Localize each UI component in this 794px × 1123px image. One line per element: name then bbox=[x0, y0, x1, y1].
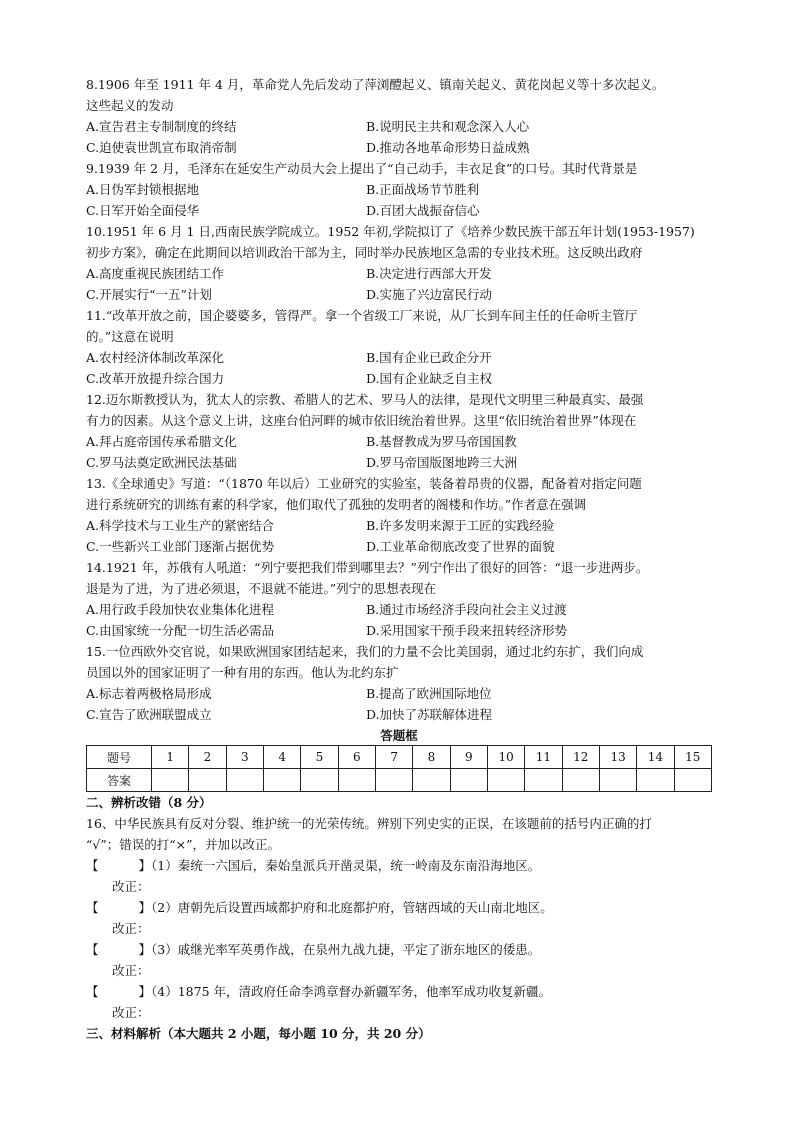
answer-grid-row-label: 答案 bbox=[87, 769, 152, 792]
answer-box-title: 答题框 bbox=[380, 728, 418, 743]
option-c[interactable]: C.改革开放提升综合国力 bbox=[86, 371, 225, 386]
question-stem: 员国以外的国家证明了一种有用的东西。他认为北约东扩 bbox=[86, 665, 399, 680]
question-14 bbox=[86, 557, 712, 641]
judgement-item-3 bbox=[86, 939, 712, 981]
option-b[interactable]: B.提高了欧洲国际地位 bbox=[366, 686, 492, 701]
judgement-bracket-open: 【 bbox=[86, 858, 99, 873]
option-b[interactable]: B.说明民主共和观念深入人心 bbox=[366, 119, 530, 134]
answer-cell[interactable] bbox=[338, 769, 375, 792]
option-b[interactable]: B.国有企业已政企分开 bbox=[366, 350, 492, 365]
question-stem: 初步方案》，确定在此期间以培训政治干部为主，同时举办民族地区急需的专业技术班。这反映出政府 bbox=[86, 245, 643, 260]
answer-cell[interactable] bbox=[674, 769, 711, 792]
judgement-item-1 bbox=[86, 855, 712, 897]
judgement-statement: （4）1875 年，清政府任命李鸿章督办新疆军务，他率军成功收复新疆。 bbox=[151, 984, 552, 999]
option-c[interactable]: C.一些新兴工业部门逐渐占据优势 bbox=[86, 539, 275, 554]
answer-cell[interactable] bbox=[562, 769, 599, 792]
question-9 bbox=[86, 158, 712, 221]
question-12 bbox=[86, 389, 712, 473]
answer-cell[interactable] bbox=[525, 769, 562, 792]
question-stem: 10.1951 年 6 月 1 日,西南民族学院成立。1952 年初,学院拟订了《培养少数民族干部五年计划(1953-1957) bbox=[86, 224, 695, 239]
answer-grid-number: 1 bbox=[152, 746, 189, 769]
judgement-bracket-close: 】 bbox=[138, 900, 152, 915]
answer-grid-number: 4 bbox=[263, 746, 300, 769]
answer-cell[interactable] bbox=[152, 769, 189, 792]
judgement-item-4 bbox=[86, 981, 712, 1023]
answer-cell[interactable] bbox=[189, 769, 226, 792]
option-c[interactable]: C.罗马法奠定欧洲民法基础 bbox=[86, 455, 237, 470]
option-b[interactable]: B.基督教成为罗马帝国国教 bbox=[366, 434, 517, 449]
answer-grid-number: 13 bbox=[599, 746, 636, 769]
question-8 bbox=[86, 74, 712, 158]
answer-grid-row-label: 题号 bbox=[87, 746, 152, 769]
option-c[interactable]: C.宣告了欧洲联盟成立 bbox=[86, 707, 212, 722]
option-a[interactable]: A.科学技术与工业生产的紧密结合 bbox=[86, 518, 275, 533]
option-c[interactable]: C.由国家统一分配一切生活必需品 bbox=[86, 623, 275, 638]
answer-cell[interactable] bbox=[413, 769, 450, 792]
question-stem: 8.1906 年至 1911 年 4 月，革命党人先后发动了萍浏醴起义、镇南关起义、黄花岗起义等十多次起义。 bbox=[86, 77, 665, 92]
option-d[interactable]: D.工业革命彻底改变了世界的面貌 bbox=[366, 539, 555, 554]
answer-cell[interactable] bbox=[637, 769, 674, 792]
option-d[interactable]: D.采用国家干预手段来扭转经济形势 bbox=[366, 623, 568, 638]
judgement-statement: （3）戚继光率军英勇作战，在泉州九战九捷，平定了浙东地区的倭患。 bbox=[151, 942, 541, 957]
answer-grid-number: 15 bbox=[674, 746, 711, 769]
correction-label: 改正： bbox=[112, 921, 150, 936]
answer-grid-number: 6 bbox=[338, 746, 375, 769]
answer-cell[interactable] bbox=[487, 769, 524, 792]
option-c[interactable]: C.迫使袁世凯宣布取消帝制 bbox=[86, 140, 237, 155]
question-11 bbox=[86, 305, 712, 389]
section-2-title: 二、辨析改错（8 分） bbox=[86, 795, 212, 810]
question-stem: 15.一位西欧外交官说，如果欧洲国家团结起来，我们的力量不会比美国弱，通过北约东扩，我们向成 bbox=[86, 644, 644, 659]
answer-grid-number-row bbox=[87, 746, 712, 769]
option-a[interactable]: A.农村经济体制改革深化 bbox=[86, 350, 225, 365]
judgement-bracket-open: 【 bbox=[86, 942, 99, 957]
answer-cell[interactable] bbox=[375, 769, 412, 792]
answer-grid-number: 9 bbox=[450, 746, 487, 769]
question-stem: 退是为了进，为了进必须退，不退就不能进。”列宁的思想表现在 bbox=[86, 581, 437, 596]
option-a[interactable]: A.拜占庭帝国传承希腊文化 bbox=[86, 434, 237, 449]
option-d[interactable]: D.加快了苏联解体进程 bbox=[366, 707, 493, 722]
question-stem: 11.“改革开放之前，国企婆婆多，管得严。拿一个省级工厂来说，从厂长到车间主任的任命听主管厅 bbox=[86, 308, 638, 323]
question-stem: 9.1939 年 2 月，毛泽东在延安生产动员大会上提出了“自己动手，丰衣足食”的口号。其时代背景是 bbox=[86, 161, 638, 176]
answer-grid-number: 3 bbox=[226, 746, 263, 769]
answer-cell[interactable] bbox=[226, 769, 263, 792]
option-c[interactable]: C.日军开始全面侵华 bbox=[86, 203, 200, 218]
answer-grid-answer-row bbox=[87, 769, 712, 792]
question-stem: 12.迈尔斯教授认为，犹太人的宗教、希腊人的艺术、罗马人的法律，是现代文明里三种最真实、最强 bbox=[86, 392, 644, 407]
answer-cell[interactable] bbox=[599, 769, 636, 792]
judgement-item-2 bbox=[86, 897, 712, 939]
question-13 bbox=[86, 473, 712, 557]
option-b[interactable]: B.通过市场经济手段向社会主义过渡 bbox=[366, 602, 567, 617]
correction-label: 改正： bbox=[112, 963, 150, 978]
judgement-bracket-close: 】 bbox=[138, 858, 152, 873]
answer-grid-number: 2 bbox=[189, 746, 226, 769]
question-10 bbox=[86, 221, 712, 305]
option-d[interactable]: D.国有企业缺乏自主权 bbox=[366, 371, 493, 386]
option-a[interactable]: A.高度重视民族团结工作 bbox=[86, 266, 225, 281]
option-c[interactable]: C.开展实行“一五”计划 bbox=[86, 287, 212, 302]
question-15 bbox=[86, 641, 712, 725]
judgement-bracket-close: 】 bbox=[138, 984, 152, 999]
answer-grid-number: 10 bbox=[487, 746, 524, 769]
answer-grid-number: 8 bbox=[413, 746, 450, 769]
answer-grid-number: 7 bbox=[375, 746, 412, 769]
judgement-bracket-open: 【 bbox=[86, 900, 99, 915]
question-stem: 的。”这意在说明 bbox=[86, 329, 174, 344]
section-3-title: 三、材料解析（本大题共 2 小题，每小题 10 分，共 20 分） bbox=[86, 1026, 431, 1041]
answer-grid-number: 11 bbox=[525, 746, 562, 769]
judgement-bracket-open: 【 bbox=[86, 984, 99, 999]
answer-grid-number: 14 bbox=[637, 746, 674, 769]
answer-grid-number: 12 bbox=[562, 746, 599, 769]
option-d[interactable]: D.罗马帝国版图地跨三大洲 bbox=[366, 455, 518, 470]
answer-grid bbox=[86, 745, 712, 792]
question-stem: 有力的因素。从这个意义上讲，这座台伯河畔的城市依旧统治着世界。这里“依旧统治着世界”体现在 bbox=[86, 413, 637, 428]
option-a[interactable]: A.日伪军封锁根据地 bbox=[86, 182, 200, 197]
answer-grid-number: 5 bbox=[301, 746, 338, 769]
answer-cell[interactable] bbox=[263, 769, 300, 792]
answer-cell[interactable] bbox=[450, 769, 487, 792]
question-16-intro: “√”；错误的打“×”，并加以改正。 bbox=[86, 837, 281, 852]
question-stem: 14.1921 年，苏俄有人吼道：“列宁要把我们带到哪里去？”列宁作出了很好的回答：“退一步进两步。 bbox=[86, 560, 649, 575]
correction-label: 改正： bbox=[112, 1005, 150, 1020]
option-d[interactable]: D.推动各地革命形势日益成熟 bbox=[366, 140, 530, 155]
option-a[interactable]: A.用行政手段加快农业集体化进程 bbox=[86, 602, 275, 617]
option-b[interactable]: B.决定进行西部大开发 bbox=[366, 266, 492, 281]
option-b[interactable]: B.许多发明来源于工匠的实践经验 bbox=[366, 518, 555, 533]
judgement-bracket-close: 】 bbox=[138, 942, 152, 957]
question-16-intro: 16、中华民族具有反对分裂、维护统一的光荣传统。辨别下列史实的正误，在该题前的括号内正确的打 bbox=[86, 816, 652, 831]
option-d[interactable]: D.百团大战振奋信心 bbox=[366, 203, 480, 218]
option-b[interactable]: B.正面战场节节胜利 bbox=[366, 182, 480, 197]
exam-page bbox=[86, 74, 712, 1044]
judgement-statement: （2）唐朝先后设置西域都护府和北庭都护府，管辖西域的天山南北地区。 bbox=[151, 900, 553, 915]
question-stem: 13.《全球通史》写道：“（1870 年以后）工业研究的实验室，装备着昂贵的仪器，配备着对指定问题 bbox=[86, 476, 642, 491]
option-d[interactable]: D.实施了兴边富民行动 bbox=[366, 287, 493, 302]
question-stem: 进行系统研究的训练有素的科学家，他们取代了孤独的发明者的阁楼和作坊。”作者意在强调 bbox=[86, 497, 587, 512]
option-a[interactable]: A.宣告君主专制制度的终结 bbox=[86, 119, 237, 134]
answer-cell[interactable] bbox=[301, 769, 338, 792]
correction-label: 改正： bbox=[112, 879, 150, 894]
option-a[interactable]: A.标志着两极格局形成 bbox=[86, 686, 212, 701]
judgement-statement: （1）秦统一六国后，秦始皇派兵开凿灵渠，统一岭南及东南沿海地区。 bbox=[151, 858, 541, 873]
question-stem: 这些起义的发动 bbox=[86, 98, 174, 113]
